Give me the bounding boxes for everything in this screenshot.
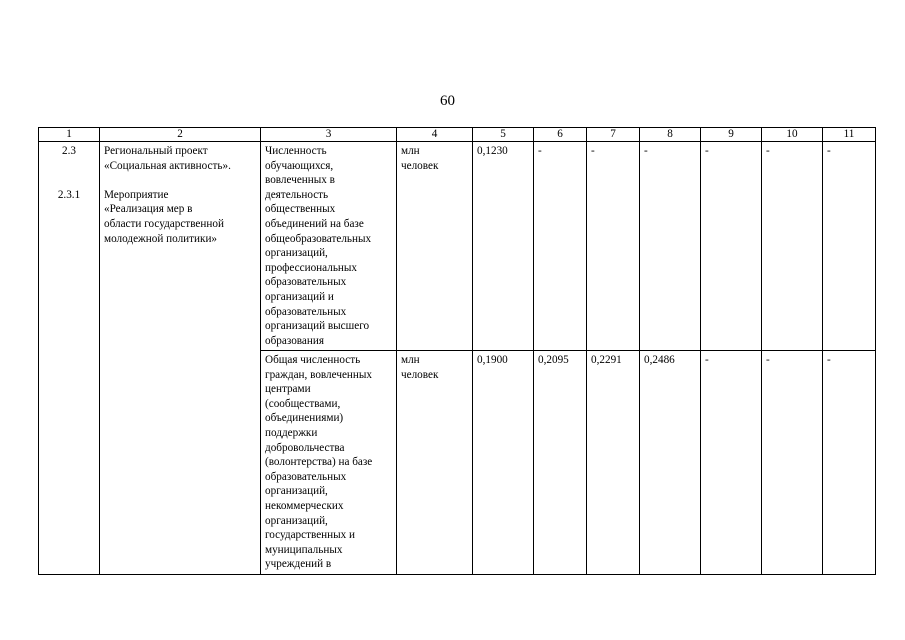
value-cell: - bbox=[534, 142, 587, 351]
name-cell bbox=[100, 142, 261, 575]
column-number: 10 bbox=[762, 128, 823, 142]
column-number: 3 bbox=[261, 128, 397, 142]
code-cell bbox=[39, 142, 100, 575]
indicator-line: деятельность bbox=[265, 188, 329, 201]
value-cell: 0,2291 bbox=[587, 351, 640, 575]
indicator-line: образования bbox=[265, 334, 325, 347]
unit-cell bbox=[397, 142, 473, 351]
column-number: 7 bbox=[587, 128, 640, 142]
value-cell: - bbox=[701, 142, 762, 351]
value-cell: - bbox=[587, 142, 640, 351]
data-table bbox=[38, 127, 876, 575]
indicator-line: объединениями) bbox=[265, 412, 344, 425]
column-number: 2 bbox=[100, 128, 261, 142]
unit-line: млн bbox=[401, 145, 420, 157]
unit-line: млн bbox=[401, 354, 420, 366]
unit-line: человек bbox=[401, 159, 439, 172]
indicator-line: поддержки bbox=[265, 426, 318, 439]
name-line: области государственной bbox=[104, 217, 224, 230]
value-cell: - bbox=[762, 142, 823, 351]
indicator-line: организаций, bbox=[265, 485, 328, 498]
value-cell: - bbox=[762, 351, 823, 575]
indicator-line: государственных и bbox=[265, 529, 356, 542]
indicator-line: объединений на базе bbox=[265, 217, 364, 230]
indicator-line: общеобразовательных bbox=[265, 232, 372, 245]
indicator-line: учреждений в bbox=[265, 558, 332, 571]
indicator-line: образовательных bbox=[265, 276, 347, 289]
indicator-line: организаций высшего bbox=[265, 320, 370, 333]
column-number: 5 bbox=[473, 128, 534, 142]
indicator-line: организаций, bbox=[265, 247, 328, 260]
name-line: «Социальная активность». bbox=[104, 159, 231, 172]
column-number: 6 bbox=[534, 128, 587, 142]
indicator-line: обучающихся, bbox=[265, 159, 334, 172]
project-code: 2.3 bbox=[62, 145, 76, 157]
value-cell: - bbox=[640, 142, 701, 351]
indicator-line: вовлеченных в bbox=[265, 174, 335, 187]
activity-code: 2.3.1 bbox=[57, 188, 81, 201]
name-line: «Реализация мер в bbox=[104, 203, 193, 216]
indicator-line: образовательных bbox=[265, 470, 347, 483]
column-number: 9 bbox=[701, 128, 762, 142]
value-cell: 0,2095 bbox=[534, 351, 587, 575]
indicator-line: Численность bbox=[265, 145, 327, 157]
value-cell: 0,1900 bbox=[473, 351, 534, 575]
unit-cell bbox=[397, 351, 473, 575]
indicator-line: (волонтерства) на базе bbox=[265, 456, 373, 469]
value-cell: 0,2486 bbox=[640, 351, 701, 575]
value-cell: - bbox=[701, 351, 762, 575]
indicator-cell bbox=[261, 351, 397, 575]
value-cell: 0,1230 bbox=[473, 142, 534, 351]
value-cell: - bbox=[823, 142, 876, 351]
indicator-line: организаций, bbox=[265, 514, 328, 527]
unit-line: человек bbox=[401, 368, 439, 381]
indicator-line: (сообществами, bbox=[265, 397, 341, 410]
page-number: 60 bbox=[440, 93, 455, 109]
value-cell: - bbox=[823, 351, 876, 575]
indicator-line: общественных bbox=[265, 203, 336, 216]
indicator-line: центрами bbox=[265, 383, 311, 396]
column-number: 8 bbox=[640, 128, 701, 142]
indicator-line: профессиональных bbox=[265, 261, 358, 274]
name-line: молодежной политики» bbox=[104, 232, 218, 245]
name-line: Мероприятие bbox=[104, 188, 169, 201]
indicator-line: некоммерческих bbox=[265, 499, 344, 512]
column-number-row bbox=[39, 128, 876, 142]
indicator-line: образовательных bbox=[265, 305, 347, 318]
indicator-line: добровольчества bbox=[265, 441, 345, 454]
name-line: Региональный проект bbox=[104, 145, 208, 157]
indicator-cell bbox=[261, 142, 397, 351]
indicator-line: организаций и bbox=[265, 290, 334, 303]
column-number: 4 bbox=[397, 128, 473, 142]
column-number: 1 bbox=[39, 128, 100, 142]
indicator-line: Общая численность bbox=[265, 354, 361, 366]
indicator-line: граждан, вовлеченных bbox=[265, 368, 372, 381]
table-row bbox=[39, 142, 876, 351]
indicator-line: муниципальных bbox=[265, 543, 343, 556]
column-number: 11 bbox=[823, 128, 876, 142]
